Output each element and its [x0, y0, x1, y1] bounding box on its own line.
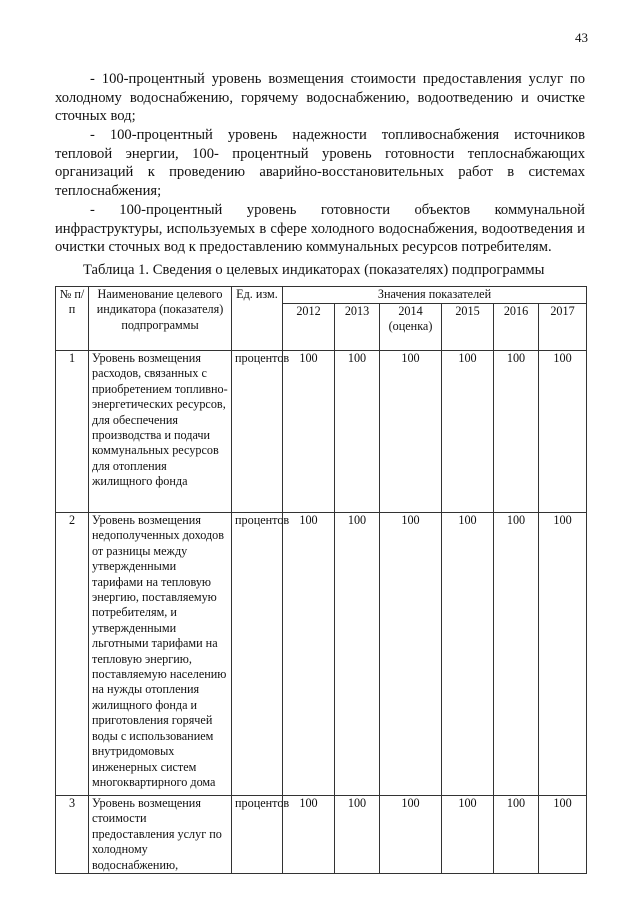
value-cell: 100 — [539, 796, 587, 874]
header-row-1 — [56, 287, 587, 304]
value-cell: 100 — [335, 796, 380, 874]
value-cell: 100 — [442, 796, 494, 874]
header-unit: Ед. изм. — [232, 287, 283, 351]
page-number: 43 — [575, 30, 588, 45]
value-cell: 100 — [494, 351, 539, 513]
value-cell: 100 — [539, 351, 587, 513]
header-year: 2013 — [335, 304, 380, 351]
indicator-unit: процентов — [232, 796, 283, 874]
header-year: 2017 — [539, 304, 587, 351]
value-cell: 100 — [380, 513, 442, 796]
value-cell: 100 — [539, 513, 587, 796]
indicator-name: Уровень возмещения недополученных доходов от разницы между утвержденными тарифами на тепловую энергию, поставляемую потребителям, и утвержденными льготными тарифами на тепловую энергию, поставляемую населению на нужды отопления жилищного фонда и приготовления горячей воды с использованием внутридомовых инженерных систем многоквартирного дома — [89, 513, 232, 796]
value-cell: 100 — [283, 796, 335, 874]
value-cell: 100 — [442, 351, 494, 513]
header-name: Наименование целевого индикатора (показателя) подпрограммы — [89, 287, 232, 351]
header-year: 2015 — [442, 304, 494, 351]
header-year: 2014 (оценка) — [380, 304, 442, 351]
indicator-name: Уровень возмещения стоимости предоставления услуг по холодному водоснабжению, — [89, 796, 232, 874]
header-num: № п/п — [56, 287, 89, 351]
value-cell: 100 — [494, 513, 539, 796]
body-text — [55, 70, 585, 257]
paragraph-water-cost: - 100-процентный уровень возмещения стоимости предоставления услуг по холодному водоснабжению, горячему водоснабжению, водоотведению и очистке сточных вод; — [55, 71, 585, 125]
value-cell: 100 — [335, 513, 380, 796]
table-row — [56, 796, 587, 874]
row-number: 2 — [56, 513, 89, 796]
indicators-table — [55, 286, 587, 874]
value-cell: 100 — [335, 351, 380, 513]
row-number: 3 — [56, 796, 89, 874]
table-row — [56, 351, 587, 513]
value-cell: 100 — [283, 513, 335, 796]
paragraph-fuel-reliability: - 100-процентный уровень надежности топливоснабжения источников тепловой энергии, 100- процентный уровень готовности теплоснабжающих организаций к проведению аварийно-восстановительных работ в системах теплоснабжения; — [55, 127, 585, 200]
value-cell: 100 — [380, 351, 442, 513]
header-year: 2016 — [494, 304, 539, 351]
indicator-unit: процентов — [232, 351, 283, 513]
indicator-unit: процентов — [232, 513, 283, 796]
value-cell: 100 — [494, 796, 539, 874]
table-caption: Таблица 1. Сведения о целевых индикаторах (показателях) подпрограммы — [83, 262, 545, 278]
value-cell: 100 — [283, 351, 335, 513]
paragraph-infrastructure-readiness: - 100-процентный уровень готовности объектов коммунальной инфраструктуры, используемых в сфере холодного водоснабжения, водоотведения и очистки сточных вод к предоставлению коммунальных ресурсов потребителям. — [55, 202, 585, 256]
indicator-name: Уровень возмещения расходов, связанных с приобретением топливно-энергетических ресурсов, для обеспечения производства и подачи коммунальных ресурсов для отопления жилищного фонда — [89, 351, 232, 513]
row-number: 1 — [56, 351, 89, 513]
header-values-group: Значения показателей — [283, 287, 587, 304]
value-cell: 100 — [380, 796, 442, 874]
header-year: 2012 — [283, 304, 335, 351]
value-cell: 100 — [442, 513, 494, 796]
table-row — [56, 513, 587, 796]
